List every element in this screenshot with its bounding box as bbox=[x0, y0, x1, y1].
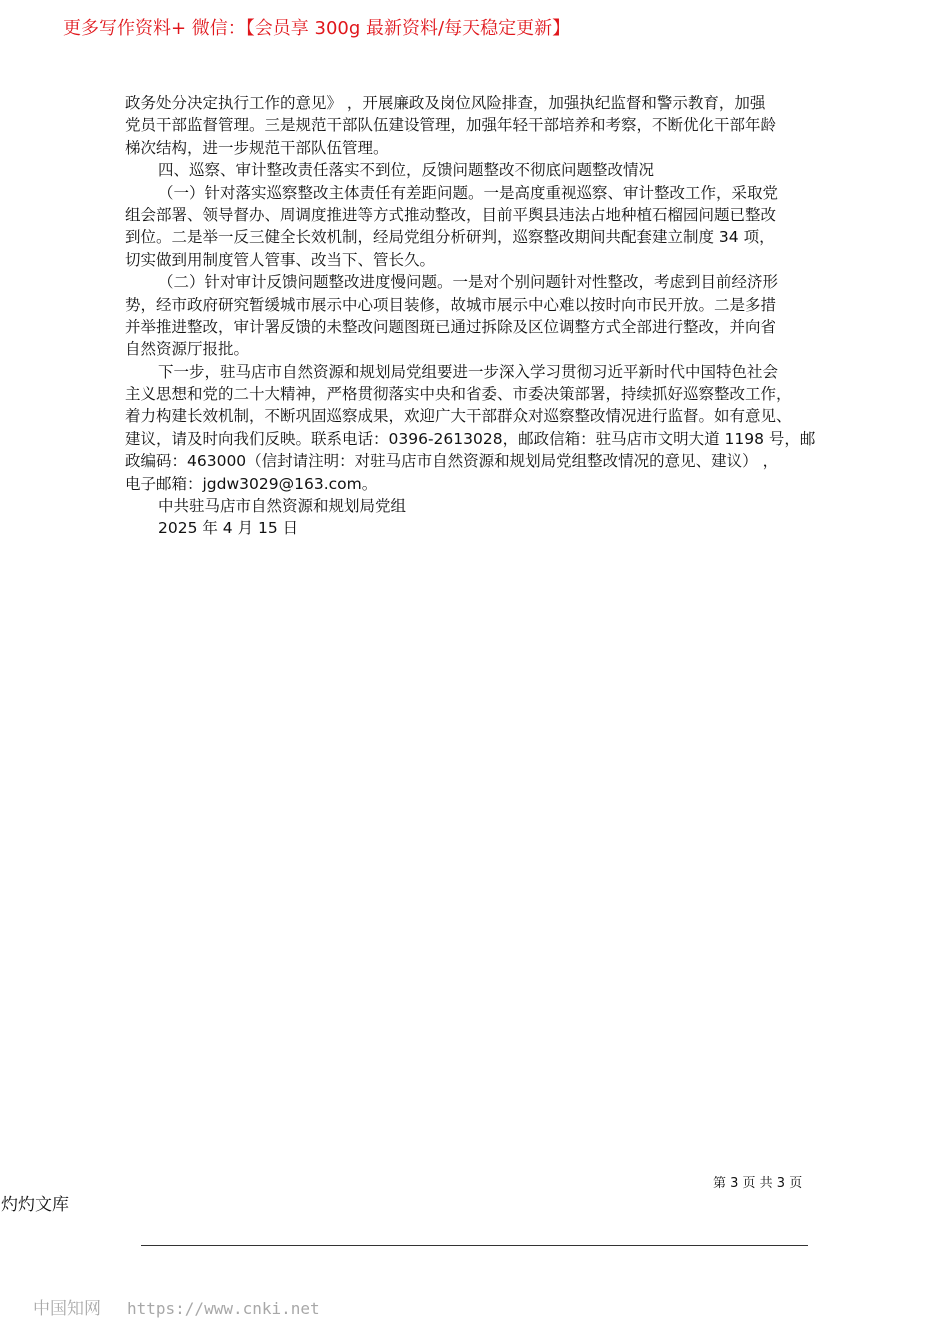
document-body bbox=[125, 92, 835, 540]
promo-banner: 更多写作资料+ 微信：【会员享 300g 最新资料/每天稳定更新】 bbox=[63, 18, 571, 39]
text-line: 自然资源厅报批。 bbox=[125, 340, 250, 359]
text-line: 政务处分决定执行工作的意见》 ，开展廉政及岗位风险排查，加强执纪监督和警示教育，加强 bbox=[125, 94, 766, 112]
text-line: 势，经市政府研究暂缓城市展示中心项目装修，故城市展示中心难以按时向市民开放。二是多措 bbox=[125, 295, 777, 314]
text-line: 电子邮箱：jgdw3029@163.com。 bbox=[125, 474, 378, 493]
brand-label: 灼灼文库 bbox=[1, 1195, 69, 1215]
text-line: 党员干部监督管理。三是规范干部队伍建设管理，加强年轻干部培养和考察，不断优化干部年龄 bbox=[125, 116, 777, 135]
text-line: （一）针对落实巡察整改主体责任有差距问题。一是高度重视巡察、审计整改工作，采取党 bbox=[158, 183, 779, 202]
text-line: 中共驻马店市自然资源和规划局党组 bbox=[158, 497, 407, 516]
text-line: （二）针对审计反馈问题整改进度慢问题。一是对个别问题针对性整改，考虑到目前经济形 bbox=[158, 273, 779, 292]
text-line: 下一步，驻马店市自然资源和规划局党组要进一步深入学习贯彻习近平新时代中国特色社会 bbox=[158, 362, 779, 381]
footer-divider bbox=[141, 1245, 808, 1246]
cnki-url[interactable]: https://www.cnki.net bbox=[127, 1299, 320, 1318]
cnki-name: 中国知网 bbox=[33, 1299, 101, 1319]
text-line: 四、巡察、审计整改责任落实不到位，反馈问题整改不彻底问题整改情况 bbox=[158, 161, 655, 180]
cnki-watermark bbox=[33, 1294, 320, 1319]
page-number: 第 3 页 共 3 页 bbox=[713, 1176, 803, 1191]
text-line: 组会部署、领导督办、周调度推进等方式推动整改，目前平舆县违法占地种植石榴园问题已整改 bbox=[125, 205, 777, 224]
text-line: 主义思想和党的二十大精神，严格贯彻落实中央和省委、市委决策部署，持续抓好巡察整改工作， bbox=[125, 385, 792, 404]
text-line: 政编码：463000（信封请注明：对驻马店市自然资源和规划局党组整改情况的意见、建议） ， bbox=[125, 452, 779, 471]
text-line: 切实做到用制度管人管事、改当下、管长久。 bbox=[125, 250, 436, 269]
text-line: 建议，请及时向我们反映。联系电话：0396-2613028，邮政信箱：驻马店市文明大道 1198 号，邮 bbox=[125, 429, 816, 448]
text-line: 2025 年 4 月 15 日 bbox=[158, 519, 299, 538]
text-line: 并举推进整改，审计署反馈的未整改问题图斑已通过拆除及区位调整方式全部进行整改，并向省 bbox=[125, 317, 777, 336]
text-line: 梯次结构，进一步规范干部队伍管理。 bbox=[125, 138, 389, 157]
text-line: 到位。二是举一反三健全长效机制，经局党组分析研判，巡察整改期间共配套建立制度 34 项， bbox=[125, 228, 775, 247]
text-line: 着力构建长效机制，不断巩固巡察成果，欢迎广大干部群众对巡察整改情况进行监督。如有意见、 bbox=[125, 407, 792, 426]
